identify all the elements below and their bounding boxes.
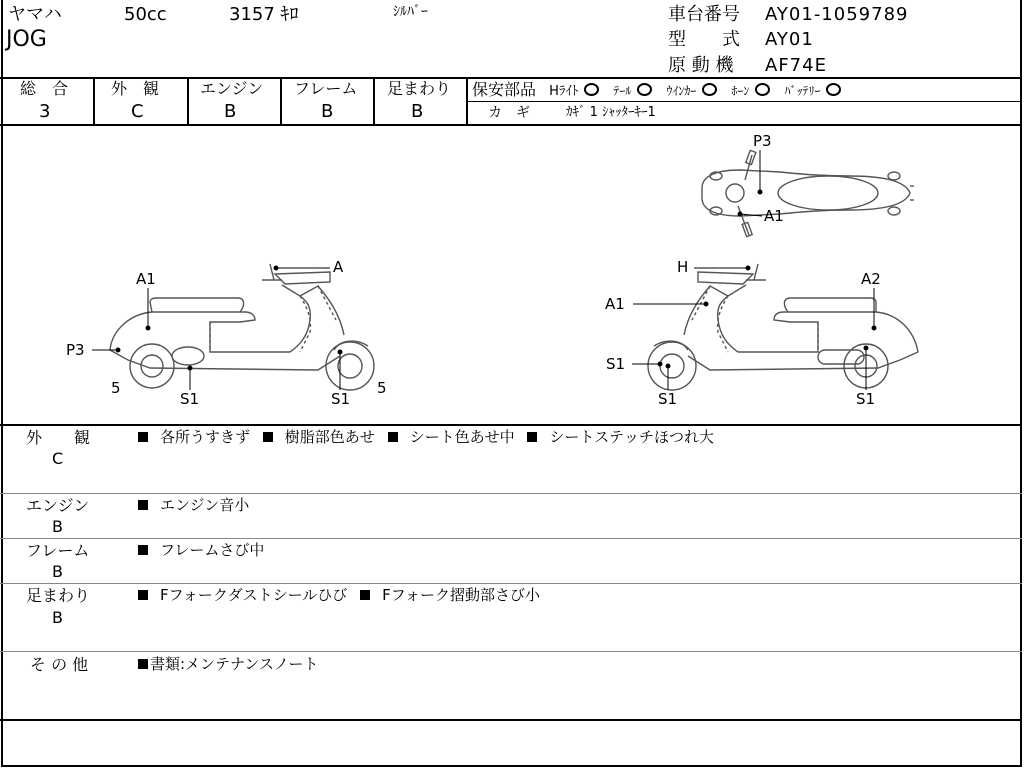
score-value-frame: B [321, 101, 334, 122]
bullet-square-icon [138, 590, 148, 600]
diagram-label-5-left: 5 [111, 379, 121, 397]
divider [0, 493, 1022, 494]
other-label: そ の 他 [30, 655, 89, 674]
diagram-label-s1-left-front: S1 [331, 390, 351, 408]
other-notes [138, 657, 318, 672]
key-value: ｶｷﾞ 1 ｼｬｯﾀｰｷｰ1 [566, 105, 656, 120]
diagram-label-a2-right: A2 [861, 270, 881, 288]
model-name: JOG [6, 27, 47, 52]
remark-category-exterior: 外 観 [26, 428, 91, 447]
remark-notes-engine [138, 498, 249, 513]
bullet-square-icon [138, 545, 148, 555]
remark-note: シートステッチほつれ大 [549, 428, 714, 446]
bullet-square-icon [138, 500, 148, 510]
engine-value: AF74E [765, 55, 827, 76]
remark-grade-engine: B [52, 517, 63, 536]
safety-item-tail: ﾃｰﾙ [613, 84, 632, 98]
bullet-square-icon [263, 432, 273, 442]
score-label-frame: フレーム [294, 79, 358, 98]
remark-category-engine: エンジン [26, 496, 90, 515]
diagram-label-p3-left: P3 [66, 341, 85, 359]
diagram-label-a1-left: A1 [136, 270, 156, 288]
remark-note: Fフォーク摺動部さび小 [382, 586, 540, 604]
remark-note: エンジン音小 [160, 496, 250, 514]
bullet-square-icon [360, 590, 370, 600]
remark-grade-suspension: B [52, 608, 63, 627]
displacement: 50cc [124, 4, 167, 25]
remark-grade-exterior: C [52, 449, 64, 468]
bullet-square-icon [527, 432, 537, 442]
diagram-label-a-left: A [333, 258, 344, 276]
remark-note: 各所うすきず [160, 428, 251, 446]
bullet-square-icon [388, 432, 398, 442]
score-value-exterior: C [131, 101, 144, 122]
bullet-square-icon [138, 659, 148, 669]
remark-note: シート色あせ中 [409, 428, 515, 446]
remark-category-frame: フレーム [26, 541, 90, 560]
diagram-label-5-right: 5 [377, 379, 387, 397]
frame-no: AY01-1059789 [765, 4, 909, 25]
remark-grade-frame: B [52, 562, 63, 581]
score-label-engine: エンジン [200, 79, 264, 98]
safety-item-winker: ｳｲﾝｶｰ [666, 84, 697, 98]
score-label-exterior: 外 観 [111, 79, 160, 98]
diagram-label-s1-right-c: S1 [856, 390, 876, 408]
score-value-engine: B [224, 101, 237, 122]
safety-item-headlight: Hﾗｲﾄ [549, 84, 579, 99]
safety-label: 保安部品 [472, 80, 537, 99]
key-label: カ ギ [488, 105, 530, 121]
diagram-label-h-right: H [677, 258, 689, 276]
remark-note: フレームさび中 [160, 541, 265, 559]
divider [0, 538, 1022, 539]
type-label: 型 式 [668, 29, 740, 50]
divider [0, 719, 1022, 721]
maker: ヤマハ [8, 4, 62, 25]
engine-label: 原 動 機 [668, 55, 734, 76]
diagram-label-s1-right-a: S1 [606, 355, 626, 373]
type-value: AY01 [765, 29, 814, 50]
remark-note: Fフォークダストシールひび [160, 586, 348, 604]
other-note: 書類:メンテナンスノート [150, 655, 319, 673]
remark-notes-exterior [138, 430, 714, 445]
diagram-label-s1-left-rear: S1 [180, 390, 200, 408]
mileage: 3157 ｷﾛ [229, 4, 299, 25]
score-value-overall: 3 [39, 101, 51, 122]
diagram-label-a1-top: A1 [764, 207, 784, 225]
diagram-label-a1-right: A1 [605, 295, 625, 313]
score-label-overall: 総 合 [20, 79, 69, 98]
frame-no-label: 車台番号 [668, 4, 740, 25]
remark-note: 樹脂部色あせ [284, 428, 375, 446]
divider [0, 583, 1022, 584]
score-value-suspension: B [411, 101, 424, 122]
diagram-label-s1-right-b: S1 [658, 390, 678, 408]
safety-item-horn: ﾎｰﾝ [731, 84, 750, 98]
score-label-suspension: 足まわり [387, 79, 452, 98]
remark-notes-suspension [138, 588, 540, 603]
scooter-top-view [702, 150, 914, 236]
bullet-square-icon [138, 432, 148, 442]
safety-item-battery: ﾊﾞｯﾃﾘｰ [784, 84, 821, 98]
divider [0, 651, 1022, 652]
remark-category-suspension: 足まわり [26, 586, 91, 605]
diagram-label-p3-top: P3 [753, 132, 772, 150]
color: ｼﾙﾊﾞｰ [393, 4, 428, 20]
remark-notes-frame [138, 543, 264, 558]
